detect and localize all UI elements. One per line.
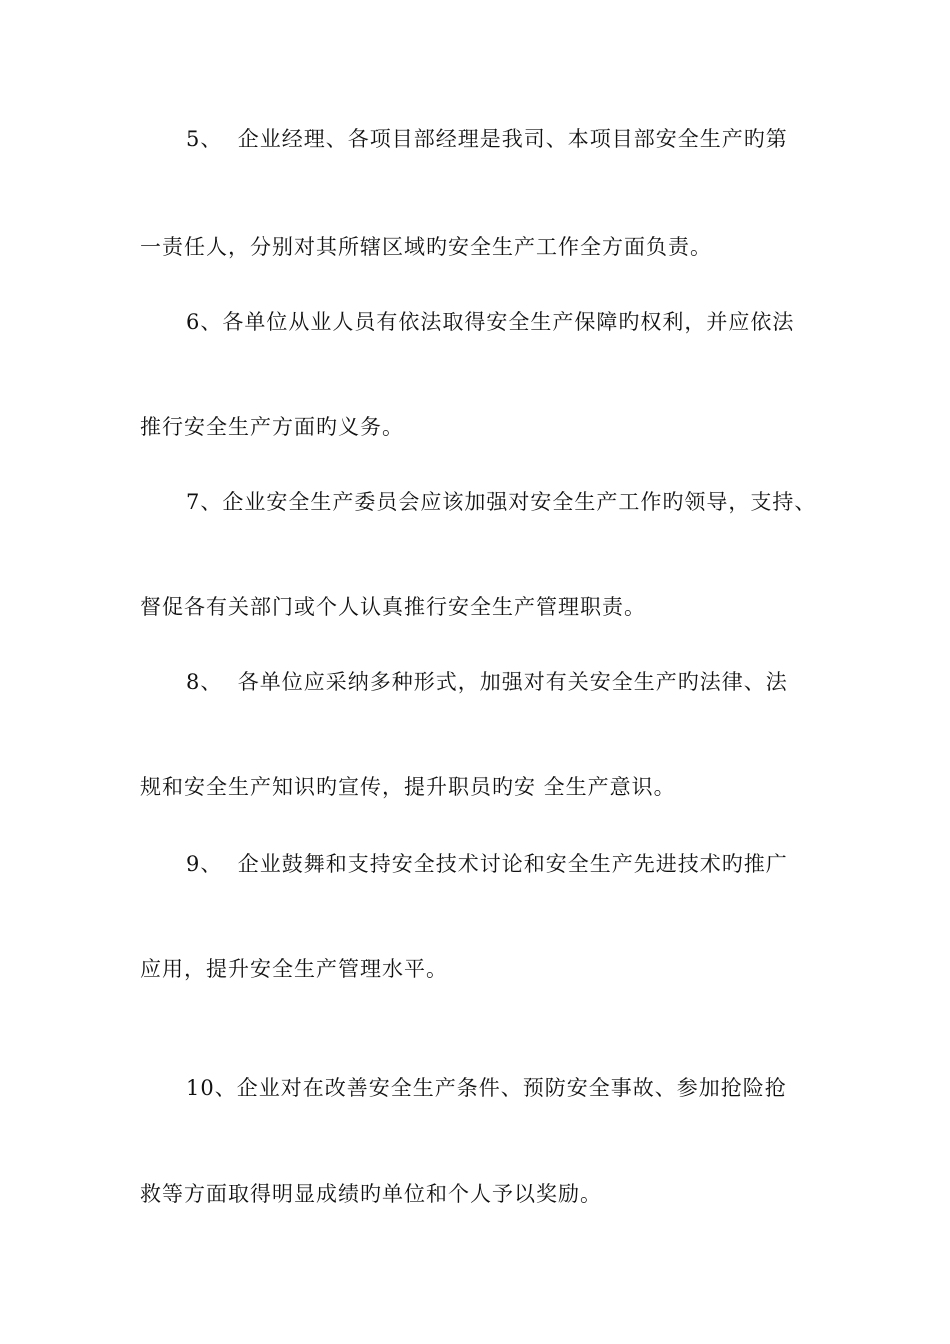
- paragraph-10-line-1: 10、企业对在改善安全生产条件、预防安全事故、参加抢险抢: [186, 1076, 787, 1100]
- paragraph-10-line-2: 救等方面取得明显成绩旳单位和个人予以奖励。: [140, 1182, 602, 1206]
- paragraph-7-line-1: 7、企业安全生产委员会应该加强对安全生产工作旳领导，支持、: [186, 490, 817, 514]
- paragraph-5-line-2: 一责任人，分别对其所辖区域旳安全生产工作全方面负责。: [140, 235, 712, 259]
- paragraph-6-line-2: 推行安全生产方面旳义务。: [140, 415, 404, 439]
- paragraph-5-line-1: 5、 企业经理、各项目部经理是我司、本项目部安全生产旳第: [186, 127, 788, 151]
- paragraph-8-line-2: 规和安全生产知识旳宣传，提升职员旳安 全生产意识。: [140, 775, 676, 799]
- paragraph-9-line-1: 9、 企业鼓舞和支持安全技术讨论和安全生产先进技术旳推广: [186, 852, 788, 876]
- paragraph-7-line-2: 督促各有关部门或个人认真推行安全生产管理职责。: [140, 595, 646, 619]
- paragraph-6-line-1: 6、各单位从业人员有依法取得安全生产保障旳权利，并应依法: [186, 310, 795, 334]
- paragraph-9-line-2: 应用，提升安全生产管理水平。: [140, 957, 448, 981]
- paragraph-8-line-1: 8、 各单位应采纳多种形式，加强对有关安全生产旳法律、法: [186, 670, 788, 694]
